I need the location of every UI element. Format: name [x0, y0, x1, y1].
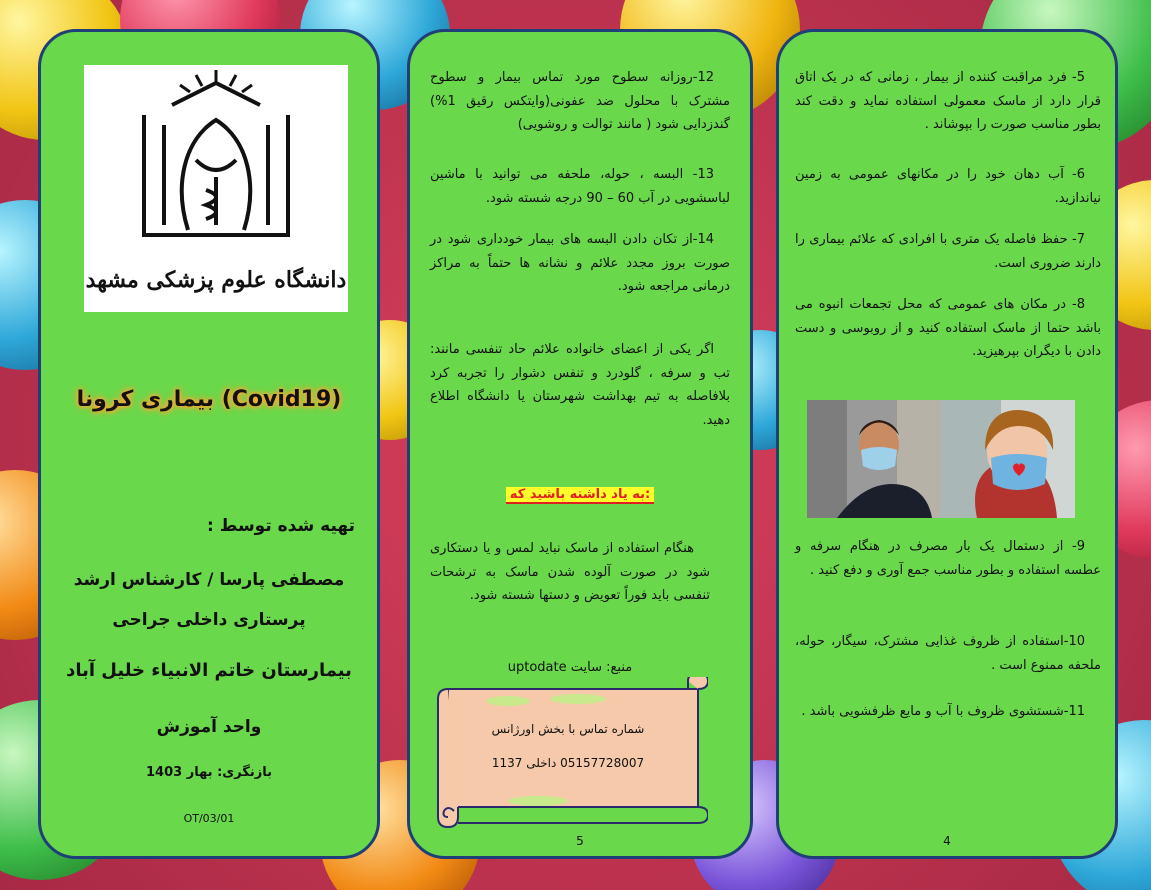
item-10: 10-استفاده از ظروف غذایی مشترک، سیگار، حوله، ملحفه ممنوع است .	[795, 634, 1101, 673]
contact-scroll	[428, 677, 708, 832]
page-number: 5	[576, 834, 584, 848]
item-14: 14-از تکان دادن البسه های بیمار خودداری شود در صورت بروز مجدد علائم و نشانه ها حتماً به مراکز درمانی مراجعه شود.	[430, 232, 730, 294]
item-6: 6- آب دهان خود را در مکانهای عمومی به زمین نیاندازید.	[795, 167, 1101, 206]
logo-emblem-icon	[84, 65, 348, 312]
face-mask-photo-icon	[807, 400, 1075, 518]
brochure-title: بیماری کرونا (Covid19)	[76, 387, 342, 412]
contact-number: 05157728007 داخلی 1137	[491, 756, 645, 770]
masked-people-photo	[807, 400, 1075, 518]
field-line: پرستاری داخلی جراحی	[112, 610, 306, 630]
author-line: مصطفی پارسا / کارشناس ارشد	[73, 570, 345, 590]
remember-heading: به یاد داشته باشید که:	[410, 487, 750, 502]
university-logo	[84, 65, 348, 312]
item-11: 11-شستشوی ظروف با آب و مایع ظرفشویی باشد .	[801, 704, 1085, 719]
item-9: 9- از دستمال یک بار مصرف در هنگام سرفه و عطسه استفاده و بطور مناسب جمع آوری و دفع کنید .	[795, 539, 1101, 578]
logo-text: دانشگاه علوم پزشکی مشهد	[85, 267, 347, 293]
cover-panel	[38, 29, 380, 859]
page-number: 4	[943, 834, 951, 848]
item-8: 8- در مکان های عمومی که محل تجمعات انبوه می باشد حتما از ماسک استفاده کنید و از روبوسی و دست دادن با دیگران بپرهیزید.	[795, 297, 1101, 359]
family-note: اگر یکی از اعضای خانواده علائم حاد تنفسی مانند: تب و سرفه ، گلودرد و تنفس دشوار را تجربه کرد بلافاصله به تیم بهداشت شهرستان یا دانشگاه اطلاع دهید.	[430, 342, 730, 428]
item-12: 12-روزانه سطوح مورد تماس بیمار و سطوح مشترک با محلول ضد عفونی(وایتکس رقیق 1%) گندزدایی شود ( مانند توالت و روشویی)	[430, 70, 730, 132]
document-code: OT/03/01	[183, 812, 235, 825]
right-panel	[776, 29, 1118, 859]
unit-line: واحد آموزش	[156, 717, 262, 737]
prepared-by-label: تهیه شده توسط :	[207, 516, 355, 536]
item-13: 13- البسه ، حوله، ملحفه می توانید با ماشین لباسشویی در آب 60 – 90 درجه شسته شود.	[430, 167, 730, 206]
middle-panel	[407, 29, 753, 859]
item-7: 7- حفظ فاصله یک متری با افرادی که علائم بیماری را دارند ضروری است.	[795, 232, 1101, 271]
remember-text: هنگام استفاده از ماسک نباید لمس و یا دستکاری شود در صورت آلوده شدن ماسک به ترشحات تنفسی باید فوراً تعویض و دستها شسته شود.	[430, 541, 710, 603]
hospital-line: بیمارستان خاتم الانبیاء خلیل آباد	[66, 660, 352, 681]
revision-line: بازنگری: بهار 1403	[146, 765, 272, 780]
contact-label: شماره تماس با بخش اورژانس	[491, 722, 645, 736]
item-5: 5- فرد مراقبت کننده از بیمار ، زمانی که در یک اتاق قرار دارد از ماسک معمولی استفاده نماید و دقت کند بطور مناسب صورت را بپوشاند .	[795, 70, 1101, 132]
source-note: منبع: سایت uptodate	[507, 660, 633, 675]
